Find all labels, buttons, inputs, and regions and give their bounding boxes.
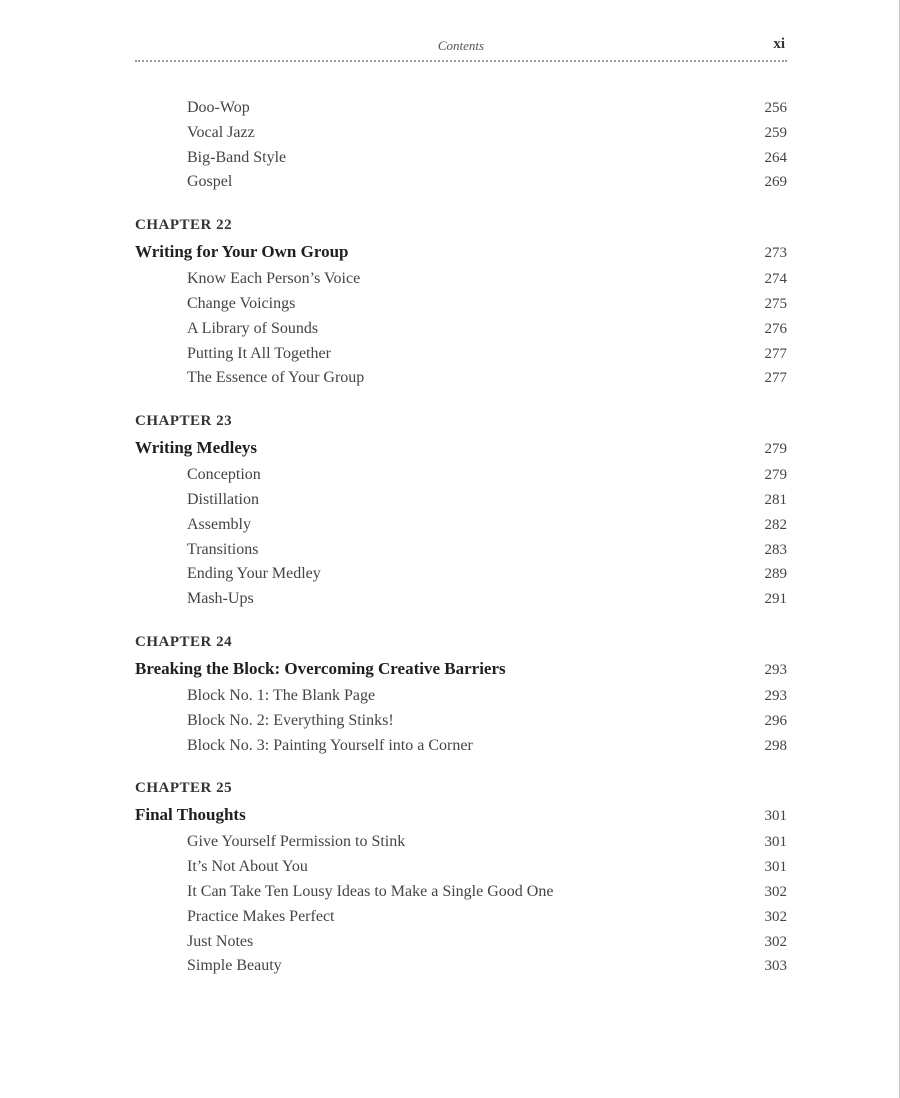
section-title: Assembly [187,515,251,533]
section-page-number: 289 [764,566,787,583]
section-title: Change Voicings [187,294,296,312]
spacer [135,612,787,630]
toc-section-entry[interactable] [135,734,787,759]
section-page-number: 264 [764,149,787,166]
section-title: Give Yourself Permission to Stink [187,833,406,851]
section-page-number: 302 [764,933,787,950]
section-title: Know Each Person’s Voice [187,270,361,288]
toc-section-entry[interactable] [135,488,787,513]
section-page-number: 302 [764,883,787,900]
section-title: Putting It All Together [187,344,331,362]
section-title: A Library of Sounds [187,319,319,337]
section-title: Transitions [187,540,259,558]
toc-section-entry[interactable] [135,538,787,563]
section-page-number: 269 [764,174,787,191]
section-page-number: 281 [764,491,787,508]
toc-section-entry[interactable] [135,292,787,317]
section-page-number: 279 [764,467,787,484]
section-title: Block No. 2: Everything Stinks! [187,711,394,729]
toc-section-entry[interactable] [135,267,787,292]
toc-section-entry[interactable] [135,96,787,121]
chapter-page-number: 293 [764,661,787,678]
toc-group-continued [135,96,787,195]
section-title: Just Notes [187,932,254,950]
section-title: It Can Take Ten Lousy Ideas to Make a Single Good One [187,882,554,900]
toc-section-entry[interactable] [135,905,787,930]
toc-section-entry[interactable] [135,587,787,612]
chapter-label: CHAPTER 25 [135,780,233,797]
chapter-label: CHAPTER 23 [135,413,233,430]
toc-section-entry[interactable] [135,684,787,709]
toc-section-entry[interactable] [135,830,787,855]
spacer [135,391,787,409]
toc-chapter-entry[interactable] [135,800,787,830]
section-page-number: 283 [764,541,787,558]
chapter-title: Final Thoughts [135,805,246,825]
toc-chapter-22 [135,213,787,391]
section-page-number: 275 [764,295,787,312]
toc-section-entry[interactable] [135,366,787,391]
toc-entries [135,96,787,979]
section-title: Doo-Wop [187,99,250,116]
section-page-number: 303 [764,958,787,975]
section-title: Big-Band Style [187,148,287,166]
section-page-number: 298 [764,737,787,754]
toc-section-entry[interactable] [135,513,787,538]
chapter-title: Breaking the Block: Overcoming Creative Barriers [135,658,506,678]
toc-section-entry[interactable] [135,880,787,905]
section-page-number: 277 [764,370,787,387]
spacer [135,195,787,213]
section-page-number: 277 [764,345,787,362]
toc-section-entry[interactable] [135,121,787,146]
running-title: Contents [437,38,485,53]
section-page-number: 302 [764,908,787,925]
chapter-title: Writing Medleys [135,438,257,458]
section-title: Ending Your Medley [187,565,321,583]
section-page-number: 291 [764,591,787,608]
section-page-number: 274 [764,271,787,288]
toc-section-entry[interactable] [135,930,787,955]
chapter-title: Writing for Your Own Group [135,242,349,262]
section-title: Conception [187,466,261,484]
toc-section-entry[interactable] [135,562,787,587]
chapter-label: CHAPTER 22 [135,217,233,234]
section-title: Gospel [187,173,233,191]
section-page-number: 276 [764,320,787,337]
section-title: Distillation [187,490,259,508]
toc-chapter-entry[interactable] [135,237,787,267]
chapter-page-number: 301 [764,808,787,825]
section-title: It’s Not About You [187,858,308,876]
toc-section-entry[interactable] [135,170,787,195]
section-page-number: 282 [764,516,787,533]
chapter-page-number: 279 [764,441,787,458]
toc-section-entry[interactable] [135,317,787,342]
section-title: Simple Beauty [187,957,282,975]
toc-chapter-25 [135,776,787,979]
section-page-number: 296 [764,712,787,729]
toc-section-entry[interactable] [135,463,787,488]
section-title: Practice Makes Perfect [187,907,335,925]
spacer [135,758,787,776]
toc-chapter-23 [135,409,787,612]
section-title: Mash-Ups [187,590,254,608]
toc-section-entry[interactable] [135,855,787,880]
page-folio: xi [773,36,785,52]
toc-section-entry[interactable] [135,954,787,979]
toc-section-entry[interactable] [135,709,787,734]
section-page-number: 259 [764,124,787,141]
section-page-number: 301 [764,859,787,876]
section-page-number: 293 [764,687,787,704]
section-page-number: 301 [764,834,787,851]
toc-section-entry[interactable] [135,342,787,367]
running-head [135,36,787,62]
section-page-number: 256 [764,100,787,116]
toc-chapter-24 [135,630,787,758]
chapter-page-number: 273 [764,245,787,262]
section-title: Vocal Jazz [187,123,255,141]
section-title: Block No. 3: Painting Yourself into a Corner [187,736,473,754]
toc-chapter-entry[interactable] [135,433,787,463]
toc-chapter-entry[interactable] [135,654,787,684]
section-title: Block No. 1: The Blank Page [187,686,376,704]
chapter-label: CHAPTER 24 [135,633,233,650]
section-title: The Essence of Your Group [187,369,365,387]
toc-section-entry[interactable] [135,146,787,171]
